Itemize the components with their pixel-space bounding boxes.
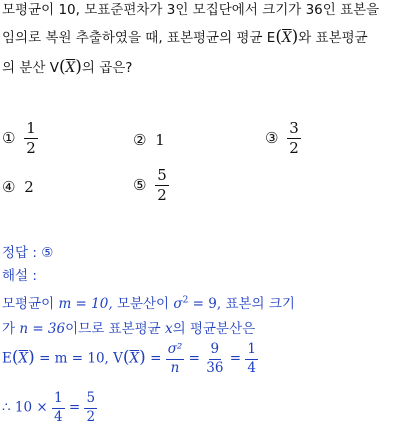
- explanation-formula: $E(\overline{X}) = m = 10$, $V(\overline{X})$ = $\frac{\text{σ²}}{n}$ = $\frac{9}{36}$ = $\frac{1}{4}$: [2, 341, 256, 376]
- option-fraction: $\frac{3}{2}$: [289, 119, 299, 157]
- option-marker: ①: [2, 129, 16, 147]
- option-2[interactable]: [133, 131, 165, 149]
- option-value: 2: [24, 178, 34, 196]
- option-1[interactable]: [2, 121, 38, 156]
- var-x-bar: $\overline{X}$: [281, 30, 292, 46]
- option-marker: ②: [133, 131, 147, 149]
- option-marker: ④: [2, 178, 16, 196]
- question-line-1: 모평균이 10, 모표준편차가 3인 모집단에서 크기가 36인 표본을: [2, 2, 380, 18]
- option-marker: ⑤: [133, 176, 147, 194]
- option-value: 1: [155, 131, 165, 149]
- option-5[interactable]: [133, 168, 169, 203]
- option-marker: ③: [265, 129, 279, 147]
- fraction-5-over-2: $\frac{5}{2}$: [86, 390, 96, 425]
- question-line-3-text: 의 분산 V: [2, 60, 59, 76]
- var-x-bar: $\overline{X}$: [65, 60, 76, 76]
- question-line-2-tail: 와 표본평균: [298, 30, 368, 46]
- explanation-line-2: 가 n = 36이므로 표본평균 x의 평균분산은: [2, 321, 256, 337]
- question-line-2-text: 임의로 복원 추출하였을 때, 표본평균의 평균 E: [2, 30, 276, 46]
- question-line-3: 의 분산 $V(\overline{X})$의 곱은?: [2, 57, 133, 77]
- answer-label: 정답 : ⑤: [2, 245, 54, 261]
- option-fraction: $\frac{5}{2}$: [157, 166, 167, 204]
- explanation-line-1: 모평균이 m = 10, 모분산이 $\sigma^2 = 9$, 표본의 크기: [2, 295, 295, 312]
- fraction-1-over-4: $\frac{1}{4}$: [53, 390, 63, 425]
- fraction-sigma-over-n: $\frac{\text{σ²}}{n}$: [167, 341, 183, 376]
- question-line-2: 임의로 복원 추출하였을 때, 표본평균의 평균 $E(\overline{X})$와 표본평균: [2, 27, 368, 47]
- fraction-9-over-36: $\frac{9}{36}$: [206, 341, 224, 376]
- question-line-3-tail: 의 곱은?: [81, 60, 133, 76]
- option-4[interactable]: [2, 178, 34, 196]
- option-3[interactable]: [265, 121, 301, 156]
- explanation-conclusion: ∴ 10 × $\frac{1}{4}$ = $\frac{5}{2}$: [2, 390, 96, 425]
- fraction-1-over-4: $\frac{1}{4}$: [247, 341, 256, 376]
- option-fraction: $\frac{1}{2}$: [26, 119, 36, 157]
- explanation-label: 해설 :: [2, 268, 37, 284]
